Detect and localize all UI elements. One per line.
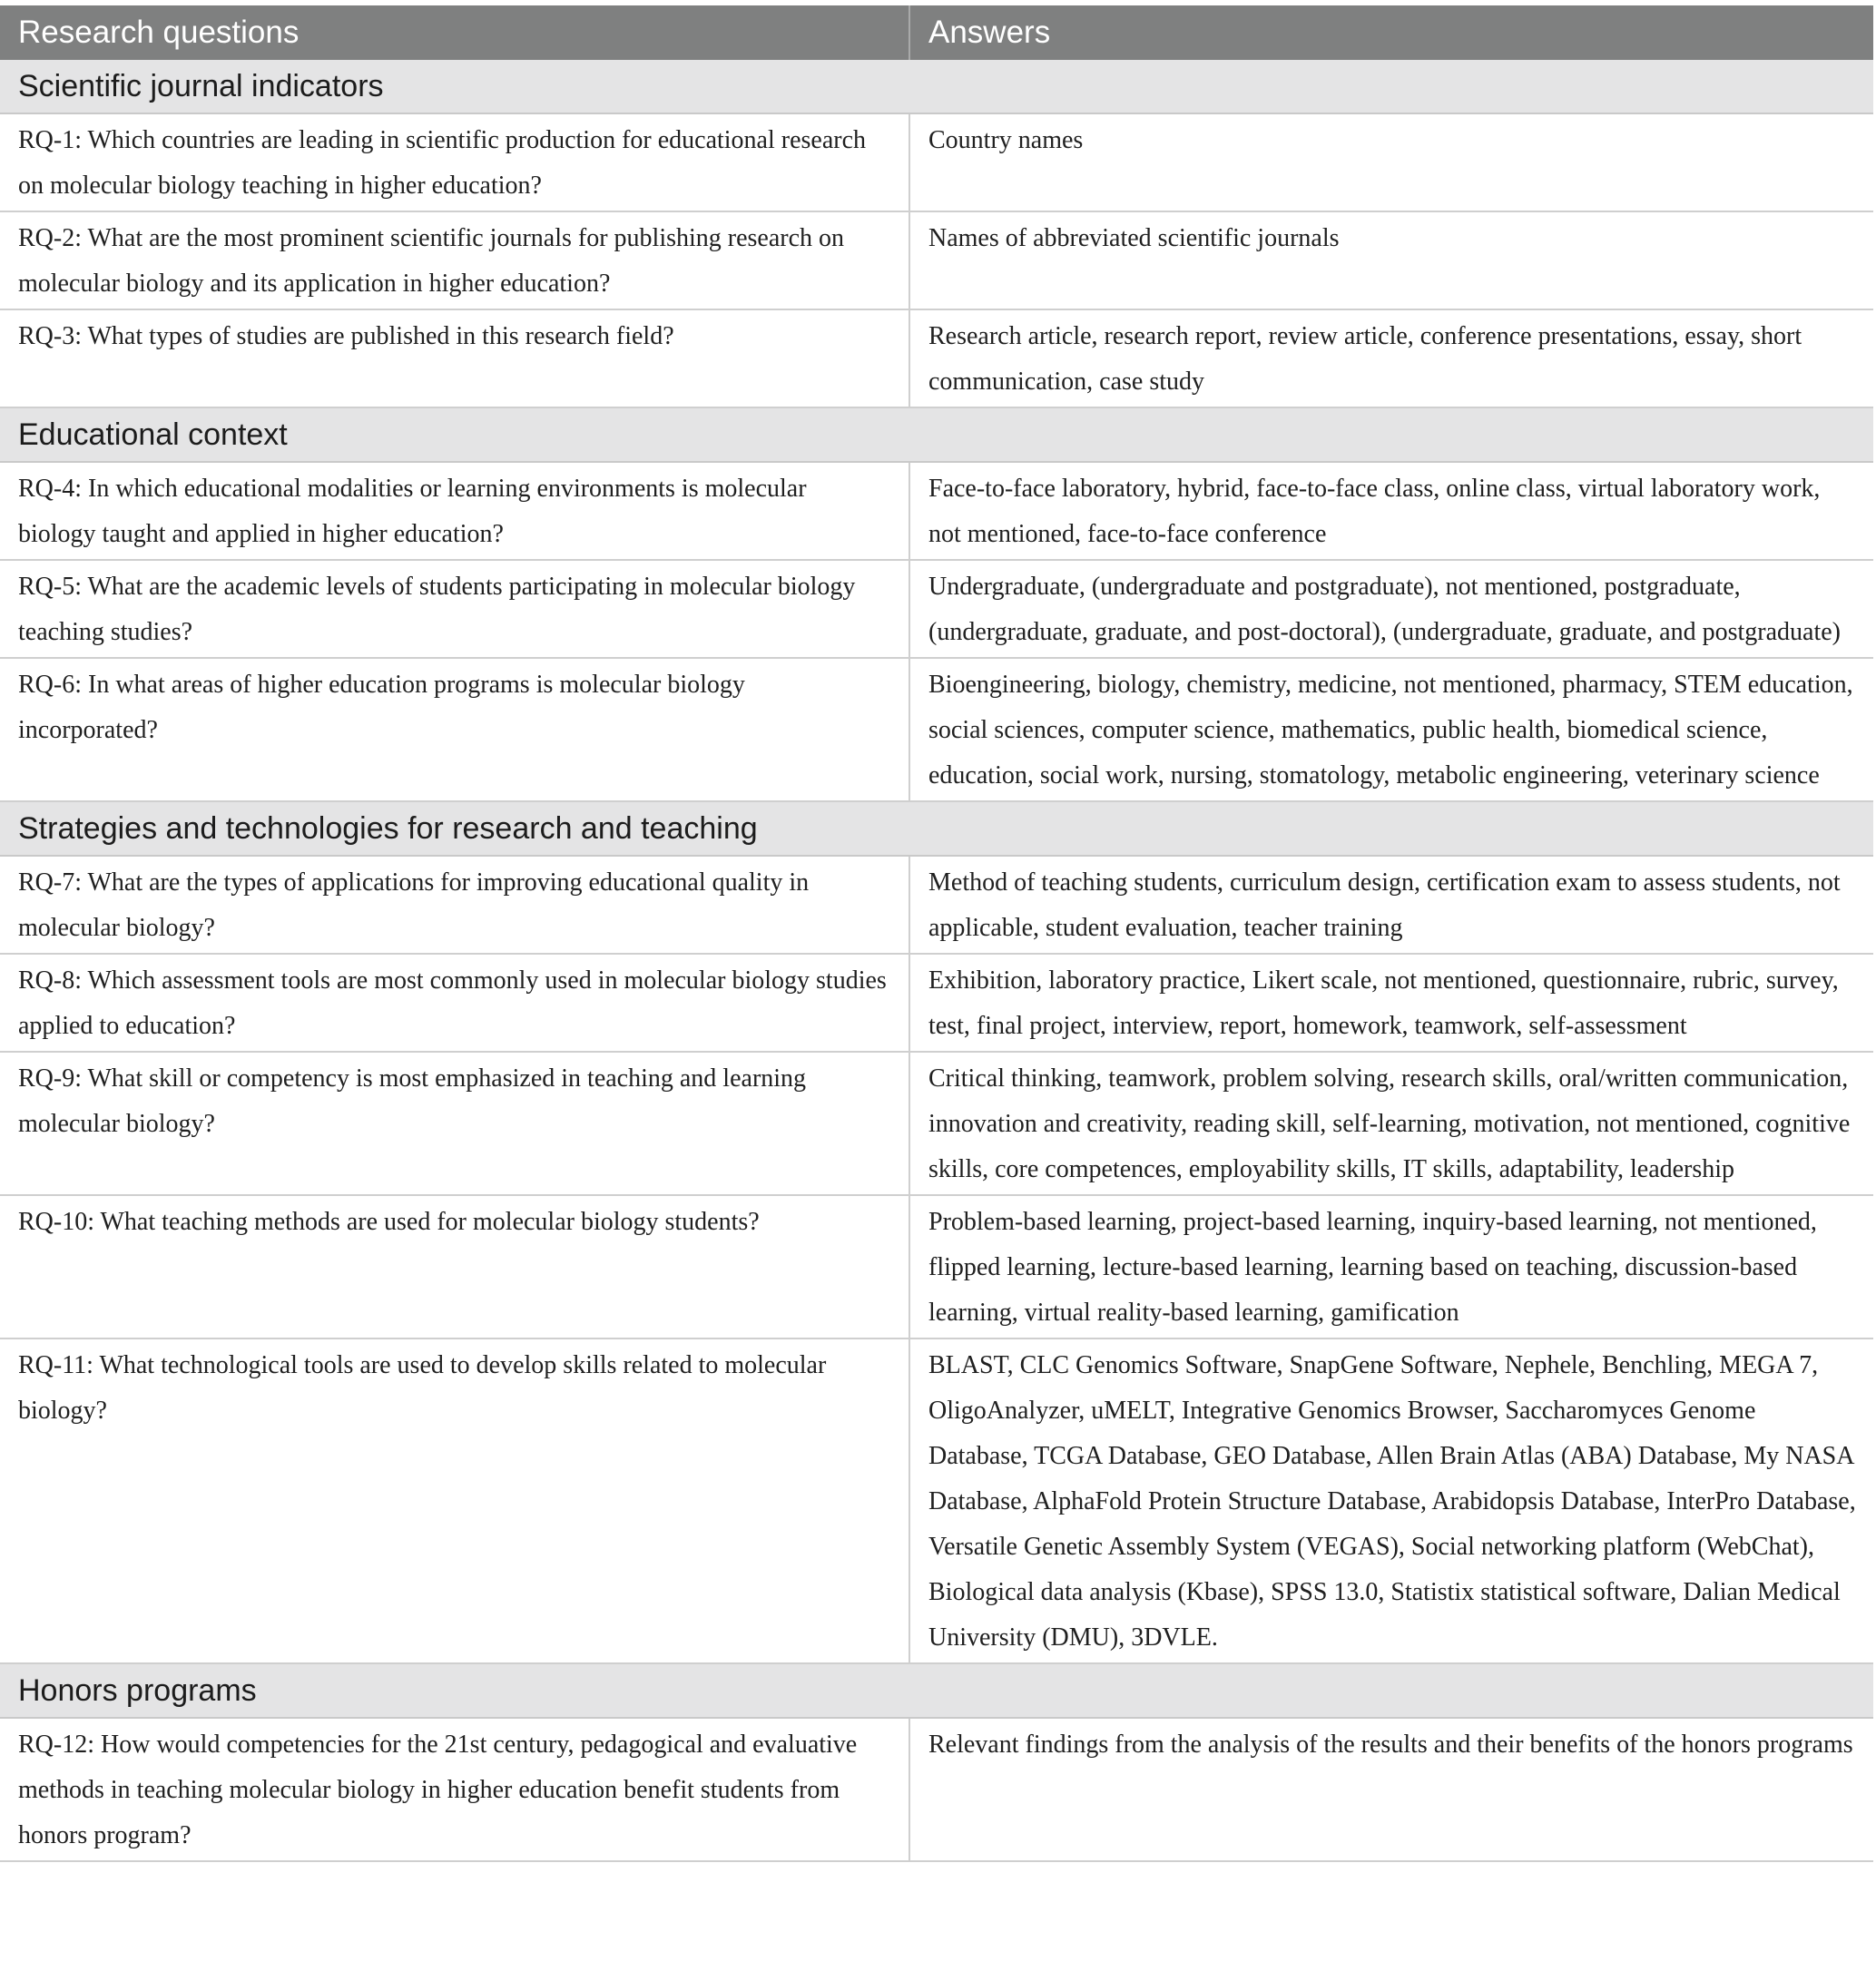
question-cell: RQ-1: Which countries are leading in scientific production for educational research on molecular biology teaching in higher education? <box>0 113 909 211</box>
section-row-scientific-journal-indicators <box>0 60 1873 113</box>
answer-cell: Problem-based learning, project-based learning, inquiry-based learning, not mentioned, flipped learning, lecture-based learning, learning based on teaching, discussion-based learning, virtual reality-based learning, gamification <box>909 1195 1873 1339</box>
research-questions-table-container <box>0 5 1876 1862</box>
table-row <box>0 1052 1873 1195</box>
table-row <box>0 1195 1873 1339</box>
table-row <box>0 954 1873 1052</box>
answer-cell: Undergraduate, (undergraduate and postgraduate), not mentioned, postgraduate, (undergraduate, graduate, and post-doctoral), (undergraduate, graduate, and postgraduate) <box>909 560 1873 658</box>
question-cell: RQ-7: What are the types of applications for improving educational quality in molecular biology? <box>0 856 909 954</box>
table-row <box>0 658 1873 801</box>
header-research-questions: Research questions <box>0 5 909 60</box>
section-row-educational-context <box>0 407 1873 462</box>
question-cell: RQ-3: What types of studies are published in this research field? <box>0 309 909 407</box>
section-row-honors-programs <box>0 1663 1873 1718</box>
question-cell: RQ-4: In which educational modalities or learning environments is molecular biology taught and applied in higher education? <box>0 462 909 560</box>
table-row <box>0 560 1873 658</box>
answer-cell: Exhibition, laboratory practice, Likert scale, not mentioned, questionnaire, rubric, survey, test, final project, interview, report, homework, teamwork, self-assessment <box>909 954 1873 1052</box>
table-row <box>0 462 1873 560</box>
answer-cell: Critical thinking, teamwork, problem solving, research skills, oral/written communication, innovation and creativity, reading skill, self-learning, motivation, not mentioned, cognitive skills, core competences, employability skills, IT skills, adaptability, leadership <box>909 1052 1873 1195</box>
question-cell: RQ-12: How would competencies for the 21st century, pedagogical and evaluative methods in teaching molecular biology in higher education benefit students from honors program? <box>0 1718 909 1861</box>
table-body <box>0 60 1873 1861</box>
answer-cell: BLAST, CLC Genomics Software, SnapGene Software, Nephele, Benchling, MEGA 7, OligoAnalyzer, uMELT, Integrative Genomics Browser, Saccharomyces Genome Database, TCGA Database, GEO Database, Allen Brain Atlas (ABA) Database, My NASA Database, AlphaFold Protein Structure Database, Arabidopsis Database, InterPro Database, Versatile Genetic Assembly System (VEGAS), Social networking platform (WebChat), Biological data analysis (Kbase), SPSS 13.0, Statistix statistical software, Dalian Medical University (DMU), 3DVLE. <box>909 1339 1873 1663</box>
table-row <box>0 211 1873 309</box>
table-header <box>0 5 1873 60</box>
section-title: Educational context <box>0 407 1873 462</box>
answer-cell: Country names <box>909 113 1873 211</box>
question-cell: RQ-6: In what areas of higher education programs is molecular biology incorporated? <box>0 658 909 801</box>
section-row-strategies-and-technologies <box>0 801 1873 856</box>
question-cell: RQ-2: What are the most prominent scientific journals for publishing research on molecular biology and its application in higher education? <box>0 211 909 309</box>
table-row <box>0 1339 1873 1663</box>
section-title: Honors programs <box>0 1663 1873 1718</box>
table-row <box>0 1718 1873 1861</box>
question-cell: RQ-10: What teaching methods are used for molecular biology students? <box>0 1195 909 1339</box>
header-answers: Answers <box>909 5 1873 60</box>
header-row <box>0 5 1873 60</box>
table-row <box>0 309 1873 407</box>
section-title: Strategies and technologies for research and teaching <box>0 801 1873 856</box>
question-cell: RQ-9: What skill or competency is most emphasized in teaching and learning molecular biology? <box>0 1052 909 1195</box>
answer-cell: Research article, research report, review article, conference presentations, essay, short communication, case study <box>909 309 1873 407</box>
table-row <box>0 856 1873 954</box>
table-row <box>0 113 1873 211</box>
question-cell: RQ-11: What technological tools are used to develop skills related to molecular biology? <box>0 1339 909 1663</box>
answer-cell: Face-to-face laboratory, hybrid, face-to-face class, online class, virtual laboratory work, not mentioned, face-to-face conference <box>909 462 1873 560</box>
question-cell: RQ-5: What are the academic levels of students participating in molecular biology teaching studies? <box>0 560 909 658</box>
research-questions-table <box>0 5 1873 1862</box>
answer-cell: Method of teaching students, curriculum design, certification exam to assess students, not applicable, student evaluation, teacher training <box>909 856 1873 954</box>
section-title: Scientific journal indicators <box>0 60 1873 113</box>
answer-cell: Names of abbreviated scientific journals <box>909 211 1873 309</box>
answer-cell: Bioengineering, biology, chemistry, medicine, not mentioned, pharmacy, STEM education, social sciences, computer science, mathematics, public health, biomedical science, education, social work, nursing, stomatology, metabolic engineering, veterinary science <box>909 658 1873 801</box>
question-cell: RQ-8: Which assessment tools are most commonly used in molecular biology studies applied to education? <box>0 954 909 1052</box>
answer-cell: Relevant findings from the analysis of the results and their benefits of the honors programs <box>909 1718 1873 1861</box>
